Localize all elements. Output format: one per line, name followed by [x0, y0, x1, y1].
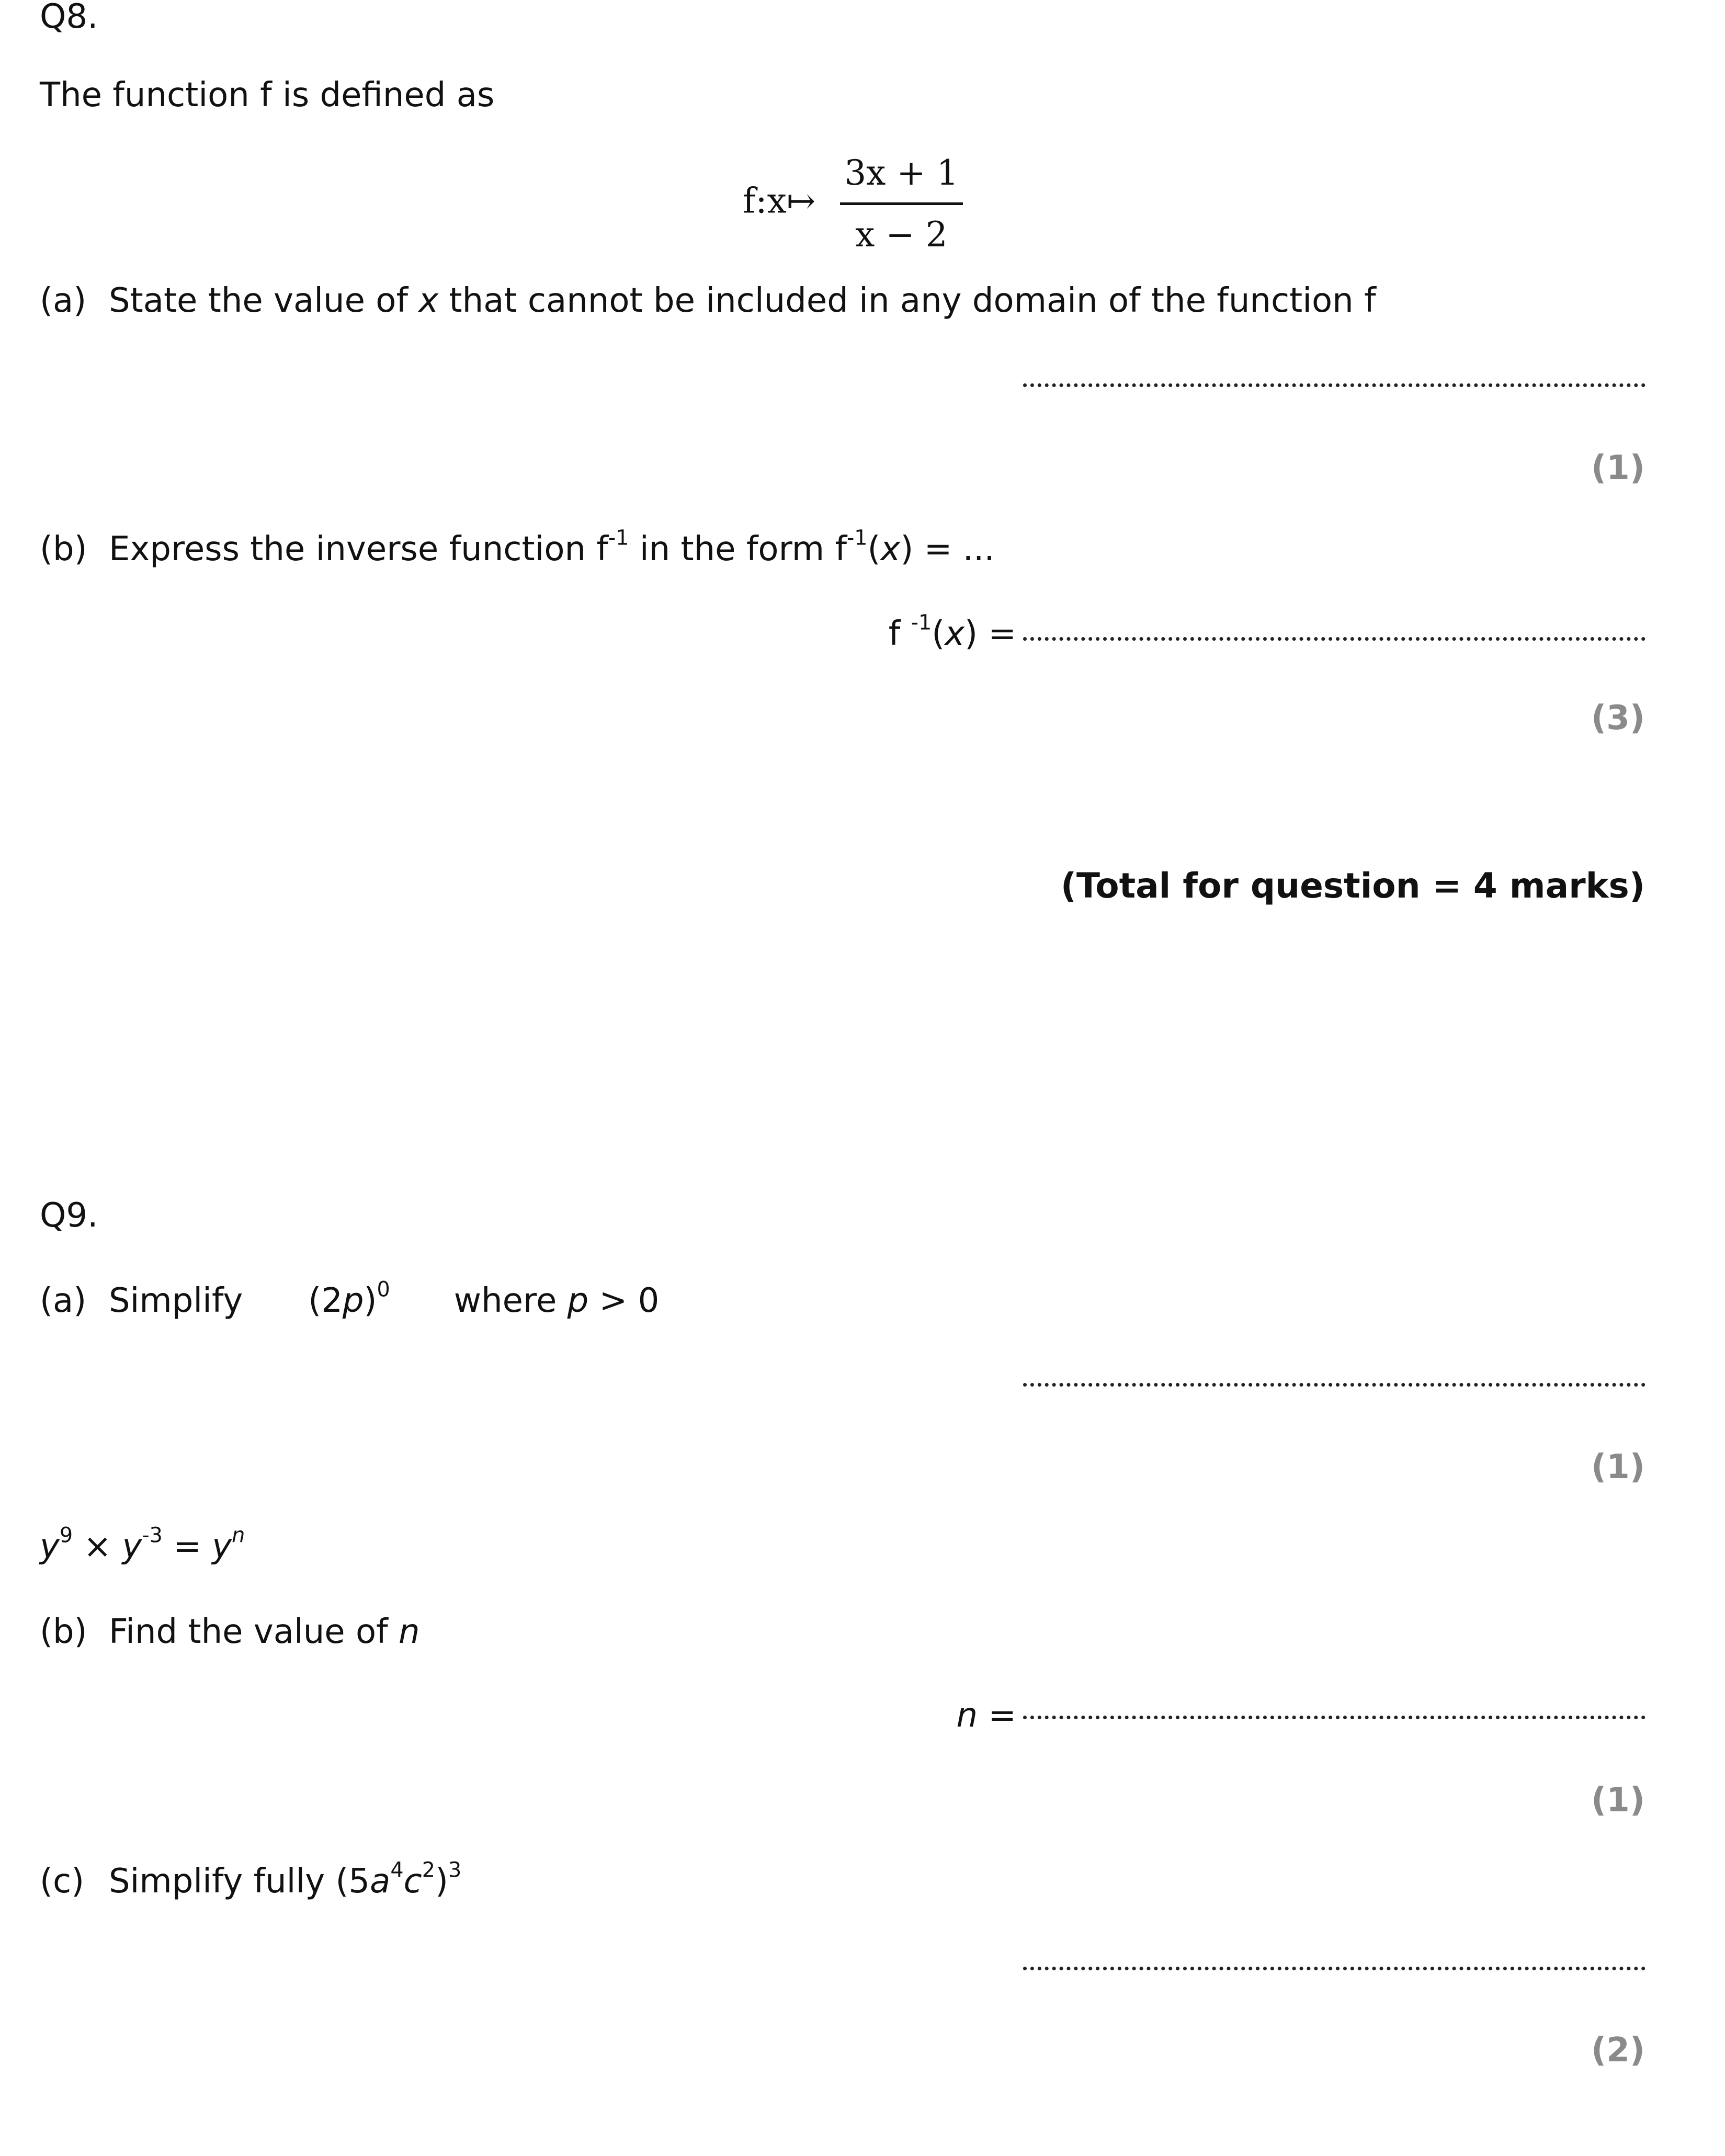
variable-c: c: [403, 1862, 422, 1901]
condition-text: > 0: [588, 1281, 660, 1320]
variable-n: n: [399, 1613, 420, 1651]
operator: =: [978, 1696, 1016, 1735]
superscript: -1: [846, 526, 868, 550]
question-text: (: [867, 530, 881, 569]
part-label: (a): [40, 1281, 87, 1320]
question-text: in the form f: [629, 530, 847, 569]
variable-a: a: [370, 1862, 391, 1901]
answer-prefix-f: f: [888, 615, 911, 653]
expression: ): [364, 1281, 377, 1320]
part-label: (b): [40, 1613, 87, 1651]
q9-part-b-question: [40, 1615, 420, 1649]
q9-part-b-marks: (1): [1591, 1781, 1645, 1820]
q8-part-b-question: [40, 526, 995, 569]
variable-y: y: [212, 1527, 232, 1566]
fraction-denominator: x − 2: [855, 214, 948, 255]
q9-part-c-marks: (2): [1591, 2031, 1645, 2070]
q8-intro: The function f is defined as: [40, 76, 495, 115]
q9-part-a-answer-line[interactable]: [1023, 1383, 1645, 1387]
superscript: -3: [142, 1523, 163, 1548]
superscript: -1: [608, 526, 629, 550]
q9-part-a-marks: (1): [1591, 1448, 1645, 1486]
variable-x: x: [418, 281, 439, 320]
operator: ×: [73, 1527, 122, 1566]
question-text: ) = ...: [900, 530, 995, 569]
question-text: that cannot be included in any domain of the function f: [438, 281, 1376, 320]
superscript: 2: [422, 1858, 436, 1882]
q9-part-b-answer-prefix: [956, 1696, 1016, 1735]
variable-n: n: [956, 1696, 978, 1735]
expression: ): [435, 1862, 448, 1901]
q8-number: Q8.: [40, 0, 98, 36]
q8-part-a-marks: (1): [1591, 449, 1645, 487]
superscript: 4: [390, 1858, 404, 1882]
maps-to-arrow: ↦: [786, 180, 816, 221]
superscript: 3: [448, 1858, 462, 1882]
variable-x: x: [880, 530, 901, 569]
q8-part-b-marks: (3): [1591, 699, 1645, 737]
q9-equation: [40, 1523, 245, 1566]
function-fraction: [840, 153, 962, 255]
operator: =: [162, 1527, 212, 1566]
q9-part-a-question: [40, 1277, 660, 1320]
variable-p: p: [567, 1281, 589, 1320]
question-text: Simplify: [109, 1281, 243, 1320]
variable-y: y: [122, 1527, 142, 1566]
q9-part-c-question: [40, 1858, 462, 1901]
variable-p: p: [342, 1281, 364, 1320]
superscript: -1: [911, 610, 932, 635]
q9-number: Q9.: [40, 1196, 98, 1235]
q9-part-b-answer-line[interactable]: [1023, 1716, 1645, 1719]
part-label: (c): [40, 1862, 85, 1901]
part-label: (b): [40, 530, 87, 569]
q8-function-definition: [743, 153, 963, 255]
q8-part-a-question: [40, 281, 1376, 320]
question-text: Simplify fully (5: [109, 1862, 370, 1901]
question-text: State the value of: [109, 281, 419, 320]
part-label: (a): [40, 281, 87, 320]
q8-total-marks: (Total for question = 4 marks): [1060, 866, 1645, 906]
variable-y: y: [40, 1527, 60, 1566]
superscript: 0: [377, 1277, 390, 1302]
superscript: n: [232, 1523, 245, 1548]
q8-part-a-answer-line[interactable]: [1023, 383, 1645, 387]
answer-prefix-close: ) =: [964, 615, 1016, 653]
q9-part-c-answer-line[interactable]: [1023, 1967, 1645, 1970]
expression: (2: [308, 1281, 343, 1320]
variable-x: x: [945, 615, 965, 653]
q8-part-b-answer-line[interactable]: [1023, 637, 1645, 641]
answer-prefix-open: (: [932, 615, 945, 653]
condition-text: where: [453, 1281, 568, 1320]
fraction-numerator: 3x + 1: [840, 153, 962, 205]
q8-part-b-answer-prefix: [888, 610, 1016, 653]
question-text: Find the value of: [109, 1613, 399, 1651]
superscript: 9: [59, 1523, 73, 1548]
question-text: Express the inverse function f: [109, 530, 608, 569]
function-lhs: f:x: [743, 180, 787, 221]
